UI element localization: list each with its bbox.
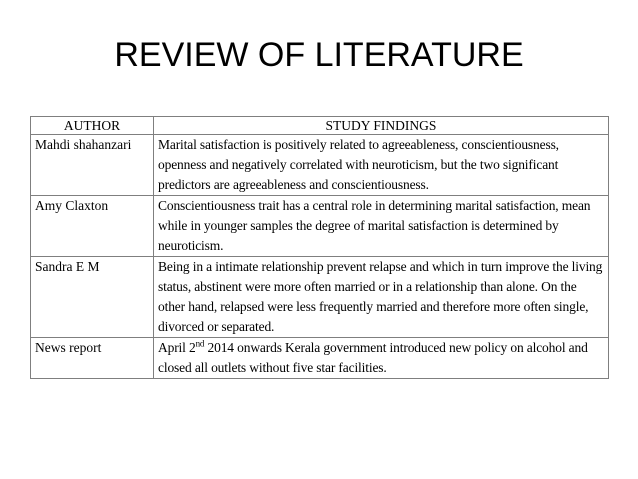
author-cell: News report	[31, 338, 154, 379]
findings-cell: Being in a intimate relationship prevent relapse and which in turn improve the living status, abstinent were more often married or in a relationship than alone. On the other hand, relapsed were less frequently married and therefore more often single, divorced or separated.	[154, 257, 609, 338]
findings-cell: Conscientiousness trait has a central role in determining marital satisfaction, mean while in younger samples the degree of marital satisfaction is determined by neuroticism.	[154, 196, 609, 257]
slide-title: REVIEW OF LITERATURE	[114, 36, 524, 74]
ordinal-suffix: nd	[195, 338, 205, 349]
findings-cell	[154, 338, 609, 379]
findings-text-suffix: 2014 onwards Kerala government introduced new policy on alcohol and closed all outlets without five star facilities.	[158, 340, 588, 375]
literature-table	[30, 116, 609, 379]
table-row	[31, 135, 609, 196]
findings-text-prefix: April 2	[158, 340, 196, 355]
findings-column-header: STUDY FINDINGS	[154, 117, 609, 135]
findings-cell: Marital satisfaction is positively related to agreeableness, conscientiousness, openness and negatively correlated with neuroticism, but the two significant predictors are agreeableness and conscientiousness.	[154, 135, 609, 196]
author-column-header: AUTHOR	[31, 117, 154, 135]
table-row	[31, 257, 609, 338]
author-cell: Mahdi shahanzari	[31, 135, 154, 196]
author-cell: Sandra E M	[31, 257, 154, 338]
table-header-row	[31, 117, 609, 135]
table-row	[31, 338, 609, 379]
author-cell: Amy Claxton	[31, 196, 154, 257]
table-row	[31, 196, 609, 257]
